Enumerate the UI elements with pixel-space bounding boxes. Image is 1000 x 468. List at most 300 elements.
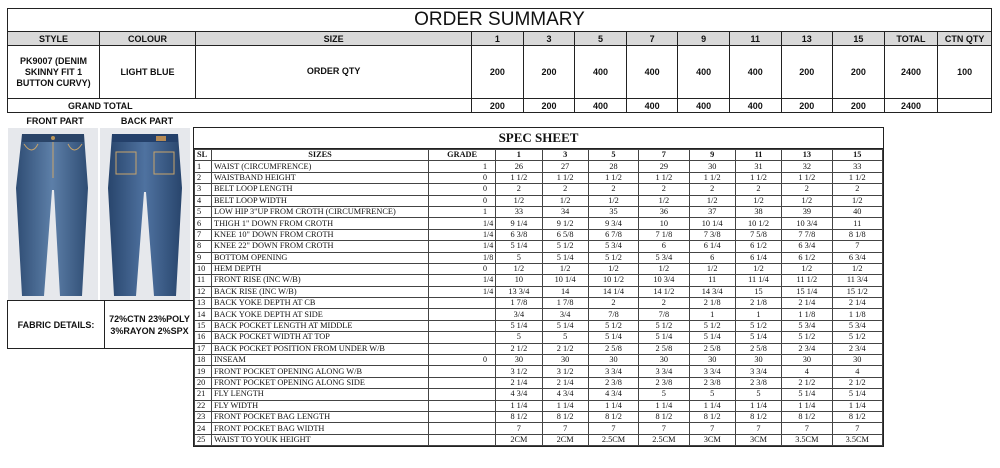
spec-value: 39	[782, 206, 832, 217]
spec-value: 10 1/4	[689, 218, 735, 229]
spec-value: 5 3/4	[832, 320, 882, 331]
spec-value: 2 5/8	[588, 343, 638, 354]
size-col-header: 7	[626, 32, 678, 46]
grand-total-qty: 200	[833, 99, 885, 113]
spec-value: 4	[832, 366, 882, 377]
spec-grade: 0	[429, 184, 496, 195]
spec-value: 1 1/2	[782, 172, 832, 183]
spec-grade	[429, 298, 496, 309]
spec-row	[195, 172, 883, 183]
spec-measure-name: WAIST (CIRCUMFRENCE)	[212, 161, 429, 172]
spec-row	[195, 309, 883, 320]
spec-value: 5 1/4	[542, 252, 588, 263]
spec-value: 2CM	[542, 434, 588, 445]
spec-row	[195, 434, 883, 445]
spec-value: 2 5/8	[735, 343, 781, 354]
spec-sl: 12	[195, 286, 212, 297]
spec-value: 30	[542, 355, 588, 366]
spec-measure-name: KNEE 22" DOWN FROM CROTH	[212, 241, 429, 252]
spec-measure-name: WAISTBAND HEIGHT	[212, 172, 429, 183]
spec-value: 5	[496, 252, 542, 263]
spec-sl: 1	[195, 161, 212, 172]
spec-grade: 1	[429, 161, 496, 172]
spec-value: 1 7/8	[496, 298, 542, 309]
total-header: TOTAL	[884, 32, 938, 46]
order-qty-label: ORDER QTY	[196, 46, 472, 99]
spec-value: 5 1/4	[542, 320, 588, 331]
spec-value: 3.5CM	[832, 434, 882, 445]
spec-value: 10 1/2	[588, 275, 638, 286]
spec-value: 37	[689, 206, 735, 217]
spec-value: 1 1/8	[782, 309, 832, 320]
spec-grade	[429, 389, 496, 400]
size-col-header: 13	[781, 32, 833, 46]
spec-value: 3 1/2	[542, 366, 588, 377]
size-col-header: 11	[729, 32, 781, 46]
grade-header: GRADE	[429, 150, 496, 161]
spec-value: 1/2	[639, 195, 689, 206]
spec-value: 2	[782, 184, 832, 195]
spec-grade: 1/4	[429, 286, 496, 297]
spec-sl: 17	[195, 343, 212, 354]
spec-value: 2	[588, 184, 638, 195]
spec-measure-name: INSEAM	[212, 355, 429, 366]
spec-grade: 0	[429, 355, 496, 366]
grand-total-label: GRAND TOTAL	[8, 99, 472, 113]
spec-value: 7	[832, 241, 882, 252]
spec-value: 4	[782, 366, 832, 377]
spec-value: 2 1/2	[542, 343, 588, 354]
spec-table	[194, 149, 883, 446]
spec-value: 5 1/4	[832, 389, 882, 400]
spec-grade: 1/4	[429, 275, 496, 286]
spec-sheet	[193, 127, 884, 447]
spec-value: 8 1/2	[639, 411, 689, 422]
spec-value: 7	[542, 423, 588, 434]
spec-value: 2 1/8	[735, 298, 781, 309]
spec-sl: 18	[195, 355, 212, 366]
spec-value: 2 5/8	[639, 343, 689, 354]
spec-value: 6 5/8	[542, 229, 588, 240]
spec-value: 1/2	[542, 263, 588, 274]
spec-value: 5 1/2	[639, 320, 689, 331]
spec-sl: 22	[195, 400, 212, 411]
spec-measure-name: BACK POCKET LENGTH AT MIDDLE	[212, 320, 429, 331]
spec-value: 7/8	[639, 309, 689, 320]
spec-measure-name: THIGH 1" DOWN FROM CROTH	[212, 218, 429, 229]
spec-value: 1 1/4	[588, 400, 638, 411]
spec-sl: 21	[195, 389, 212, 400]
sl-header: SL	[195, 150, 212, 161]
spec-value: 30	[735, 355, 781, 366]
spec-value: 11 1/4	[735, 275, 781, 286]
spec-size-header: 9	[689, 150, 735, 161]
spec-value: 13 3/4	[496, 286, 542, 297]
spec-value: 1 1/4	[832, 400, 882, 411]
spec-measure-name: BACK POCKET WIDTH AT TOP	[212, 332, 429, 343]
ctn-qty-header: CTN QTY	[938, 32, 992, 46]
spec-value: 1/2	[782, 263, 832, 274]
spec-value: 6	[639, 241, 689, 252]
spec-value: 2	[542, 184, 588, 195]
spec-value: 1/2	[689, 263, 735, 274]
spec-sl: 20	[195, 377, 212, 388]
spec-value: 6 7/8	[588, 229, 638, 240]
size-header: SIZE	[196, 32, 472, 46]
ctn-qty-cell: 100	[938, 46, 992, 99]
spec-value: 5 1/2	[735, 320, 781, 331]
spec-row	[195, 218, 883, 229]
grand-total-qty: 400	[575, 99, 627, 113]
spec-value: 1 1/4	[689, 400, 735, 411]
spec-measure-name: KNEE 10" DOWN FROM CROTH	[212, 229, 429, 240]
style-header: STYLE	[8, 32, 100, 46]
spec-value: 2	[639, 298, 689, 309]
spec-measure-name: FLY LENGTH	[212, 389, 429, 400]
grand-total-qty: 400	[626, 99, 678, 113]
spec-value: 26	[496, 161, 542, 172]
spec-value: 14 3/4	[689, 286, 735, 297]
spec-value: 9 1/2	[542, 218, 588, 229]
spec-value: 15 1/4	[782, 286, 832, 297]
spec-value: 14 1/2	[639, 286, 689, 297]
spec-row	[195, 263, 883, 274]
grand-total-qty: 400	[678, 99, 730, 113]
spec-value: 33	[496, 206, 542, 217]
spec-value: 1 1/2	[542, 172, 588, 183]
spec-value: 7 3/8	[689, 229, 735, 240]
spec-grade	[429, 434, 496, 445]
spec-value: 5 1/2	[689, 320, 735, 331]
spec-value: 6 3/4	[782, 241, 832, 252]
spec-value: 5 1/4	[639, 332, 689, 343]
spec-value: 36	[639, 206, 689, 217]
spec-sheet-title: SPEC SHEET	[194, 128, 883, 149]
spec-value: 5 3/4	[782, 320, 832, 331]
spec-grade	[429, 377, 496, 388]
spec-value: 3 1/2	[496, 366, 542, 377]
spec-row	[195, 423, 883, 434]
spec-value: 3/4	[542, 309, 588, 320]
spec-value: 15	[735, 286, 781, 297]
spec-value: 1/2	[735, 195, 781, 206]
spec-value: 7	[735, 423, 781, 434]
spec-value: 7	[832, 423, 882, 434]
style-cell: PK9007 (DENIM SKINNY FIT 1 BUTTON CURVY)	[8, 46, 100, 99]
spec-grade	[429, 343, 496, 354]
spec-value: 7	[689, 423, 735, 434]
spec-value: 3.5CM	[782, 434, 832, 445]
spec-grade	[429, 400, 496, 411]
spec-value: 2	[588, 298, 638, 309]
spec-value: 1 1/4	[542, 400, 588, 411]
spec-value: 2 3/8	[588, 377, 638, 388]
spec-value: 30	[689, 161, 735, 172]
spec-sl: 15	[195, 320, 212, 331]
spec-measure-name: WAIST TO YOUK HEIGHT	[212, 434, 429, 445]
spec-row	[195, 366, 883, 377]
spec-sl: 19	[195, 366, 212, 377]
spec-value: 2.5CM	[639, 434, 689, 445]
spec-measure-name: BELT LOOP WIDTH	[212, 195, 429, 206]
spec-sl: 9	[195, 252, 212, 263]
spec-value: 34	[542, 206, 588, 217]
spec-size-header: 5	[588, 150, 638, 161]
spec-size-header: 1	[496, 150, 542, 161]
spec-value: 2	[689, 184, 735, 195]
spec-row	[195, 332, 883, 343]
spec-value: 6 1/2	[735, 241, 781, 252]
spec-row	[195, 229, 883, 240]
back-jeans-image	[100, 128, 190, 300]
spec-value: 2 1/4	[782, 298, 832, 309]
spec-sl: 3	[195, 184, 212, 195]
spec-grade	[429, 320, 496, 331]
spec-row	[195, 206, 883, 217]
spec-measure-name: FRONT POCKET BAG WIDTH	[212, 423, 429, 434]
spec-sl: 4	[195, 195, 212, 206]
spec-value: 8 1/2	[735, 411, 781, 422]
order-summary-table	[7, 8, 992, 113]
spec-value: 2 1/4	[832, 298, 882, 309]
front-jeans-image	[8, 128, 98, 300]
spec-value: 1/2	[588, 195, 638, 206]
spec-value: 27	[542, 161, 588, 172]
spec-value: 1 1/4	[735, 400, 781, 411]
spec-grade: 1/4	[429, 218, 496, 229]
spec-row	[195, 411, 883, 422]
colour-cell: LIGHT BLUE	[100, 46, 196, 99]
grand-total-empty	[938, 99, 992, 113]
order-summary-title: ORDER SUMMARY	[8, 9, 992, 32]
spec-size-header: 3	[542, 150, 588, 161]
spec-value: 2 3/4	[782, 343, 832, 354]
qty-cell: 200	[523, 46, 575, 99]
spec-value: 1 1/4	[496, 400, 542, 411]
spec-value: 6 3/4	[832, 252, 882, 263]
spec-grade	[429, 309, 496, 320]
spec-value: 2 3/4	[832, 343, 882, 354]
spec-measure-name: FRONT POCKET OPENING ALONG SIDE	[212, 377, 429, 388]
spec-value: 7 7/8	[782, 229, 832, 240]
spec-row	[195, 161, 883, 172]
spec-value: 10 3/4	[782, 218, 832, 229]
spec-value: 15 1/2	[832, 286, 882, 297]
spec-value: 1/2	[639, 263, 689, 274]
spec-value: 9 3/4	[588, 218, 638, 229]
spec-value: 5 1/4	[735, 332, 781, 343]
spec-value: 30	[496, 355, 542, 366]
spec-value: 10	[496, 275, 542, 286]
spec-value: 1 1/2	[689, 172, 735, 183]
spec-value: 8 1/2	[542, 411, 588, 422]
spec-row	[195, 252, 883, 263]
size-col-header: 1	[472, 32, 524, 46]
spec-value: 2	[735, 184, 781, 195]
spec-value: 2	[832, 184, 882, 195]
spec-row	[195, 195, 883, 206]
qty-cell: 200	[781, 46, 833, 99]
size-col-header: 15	[833, 32, 885, 46]
spec-row	[195, 286, 883, 297]
spec-value: 5	[542, 332, 588, 343]
spec-value: 5	[496, 332, 542, 343]
spec-measure-name: LOW HIP 3"UP FROM CROTH (CIRCUMFRENCE)	[212, 206, 429, 217]
spec-grade	[429, 411, 496, 422]
grand-total-qty: 400	[729, 99, 781, 113]
fabric-details	[7, 300, 195, 349]
spec-row	[195, 275, 883, 286]
fabric-value: 72%CTN 23%POLY 3%RAYON 2%SPX	[109, 313, 190, 336]
spec-value: 1/2	[735, 263, 781, 274]
spec-value: 35	[588, 206, 638, 217]
spec-value: 7	[782, 423, 832, 434]
spec-grade: 1/8	[429, 252, 496, 263]
spec-grade: 1/4	[429, 241, 496, 252]
spec-value: 33	[832, 161, 882, 172]
spec-sl: 10	[195, 263, 212, 274]
spec-value: 2 3/8	[735, 377, 781, 388]
spec-value: 5 1/4	[689, 332, 735, 343]
spec-value: 1 1/2	[639, 172, 689, 183]
spec-grade	[429, 332, 496, 343]
spec-value: 1/2	[542, 195, 588, 206]
spec-size-header: 15	[832, 150, 882, 161]
spec-value: 5 3/4	[588, 241, 638, 252]
spec-value: 5	[689, 389, 735, 400]
spec-value: 2 1/4	[496, 377, 542, 388]
spec-measure-name: BOTTOM OPENING	[212, 252, 429, 263]
spec-value: 10 3/4	[639, 275, 689, 286]
spec-row	[195, 241, 883, 252]
spec-grade: 0	[429, 263, 496, 274]
spec-measure-name: FRONT POCKET BAG LENGTH	[212, 411, 429, 422]
spec-value: 14	[542, 286, 588, 297]
size-col-header: 9	[678, 32, 730, 46]
spec-row	[195, 400, 883, 411]
grand-total-total: 2400	[884, 99, 938, 113]
spec-value: 2.5CM	[588, 434, 638, 445]
spec-value: 2	[639, 184, 689, 195]
grand-total-qty: 200	[523, 99, 575, 113]
qty-cell: 200	[833, 46, 885, 99]
spec-sl: 5	[195, 206, 212, 217]
spec-value: 32	[782, 161, 832, 172]
colour-header: COLOUR	[100, 32, 196, 46]
spec-measure-name: BACK YOKE DEPTH AT CB	[212, 298, 429, 309]
spec-value: 2 1/2	[782, 377, 832, 388]
spec-value: 1/2	[588, 263, 638, 274]
spec-value: 7	[496, 423, 542, 434]
spec-value: 3 3/4	[588, 366, 638, 377]
spec-measure-name: FRONT POCKET OPENING ALONG W/B	[212, 366, 429, 377]
spec-value: 2 3/8	[639, 377, 689, 388]
spec-value: 2CM	[496, 434, 542, 445]
spec-value: 7	[588, 423, 638, 434]
spec-row	[195, 298, 883, 309]
spec-value: 8 1/8	[832, 229, 882, 240]
spec-row	[195, 320, 883, 331]
spec-grade: 1	[429, 206, 496, 217]
spec-value: 5 1/4	[588, 332, 638, 343]
spec-grade: 0	[429, 195, 496, 206]
spec-value: 6 1/4	[689, 241, 735, 252]
spec-value: 1 7/8	[542, 298, 588, 309]
spec-sl: 24	[195, 423, 212, 434]
spec-grade: 0	[429, 172, 496, 183]
spec-value: 3CM	[735, 434, 781, 445]
spec-value: 7 5/8	[735, 229, 781, 240]
front-part-label: FRONT PART	[26, 116, 84, 126]
spec-value: 1 1/2	[588, 172, 638, 183]
spec-value: 5 1/4	[782, 389, 832, 400]
spec-value: 40	[832, 206, 882, 217]
spec-value: 7	[639, 423, 689, 434]
spec-sl: 23	[195, 411, 212, 422]
grand-total-qty: 200	[472, 99, 524, 113]
qty-cell: 400	[575, 46, 627, 99]
spec-value: 1 1/8	[832, 309, 882, 320]
spec-value: 29	[639, 161, 689, 172]
spec-value: 38	[735, 206, 781, 217]
spec-row	[195, 355, 883, 366]
spec-value: 4 3/4	[588, 389, 638, 400]
spec-value: 11	[689, 275, 735, 286]
spec-value: 3 3/4	[735, 366, 781, 377]
spec-value: 6 1/2	[782, 252, 832, 263]
spec-sl: 14	[195, 309, 212, 320]
spec-grade	[429, 366, 496, 377]
spec-value: 1/2	[832, 195, 882, 206]
spec-value: 6	[689, 252, 735, 263]
spec-value: 5 1/2	[832, 332, 882, 343]
spec-value: 30	[782, 355, 832, 366]
spec-value: 30	[588, 355, 638, 366]
spec-value: 5 3/4	[639, 252, 689, 263]
spec-value: 2 1/2	[832, 377, 882, 388]
spec-measure-name: HEM DEPTH	[212, 263, 429, 274]
spec-grade: 1/4	[429, 229, 496, 240]
spec-value: 8 1/2	[689, 411, 735, 422]
spec-value: 5 1/4	[496, 241, 542, 252]
spec-value: 5	[639, 389, 689, 400]
spec-row	[195, 389, 883, 400]
spec-value: 28	[588, 161, 638, 172]
spec-value: 30	[639, 355, 689, 366]
spec-value: 2 1/2	[496, 343, 542, 354]
qty-cell: 400	[729, 46, 781, 99]
grand-total-qty: 200	[781, 99, 833, 113]
spec-value: 30	[689, 355, 735, 366]
spec-sl: 2	[195, 172, 212, 183]
sizes-header: SIZES	[212, 150, 429, 161]
spec-value: 14 1/4	[588, 286, 638, 297]
spec-sl: 13	[195, 298, 212, 309]
spec-value: 11 1/2	[782, 275, 832, 286]
spec-row	[195, 184, 883, 195]
spec-row	[195, 343, 883, 354]
spec-value: 2	[496, 184, 542, 195]
total-cell: 2400	[884, 46, 938, 99]
spec-measure-name: BACK RISE (INC W/B)	[212, 286, 429, 297]
spec-value: 2 3/8	[689, 377, 735, 388]
spec-measure-name: BACK YOKE DEPTH AT SIDE	[212, 309, 429, 320]
spec-value: 4 3/4	[542, 389, 588, 400]
spec-measure-name: FLY WIDTH	[212, 400, 429, 411]
spec-value: 11 3/4	[832, 275, 882, 286]
spec-value: 2 1/8	[689, 298, 735, 309]
spec-value: 4 3/4	[496, 389, 542, 400]
